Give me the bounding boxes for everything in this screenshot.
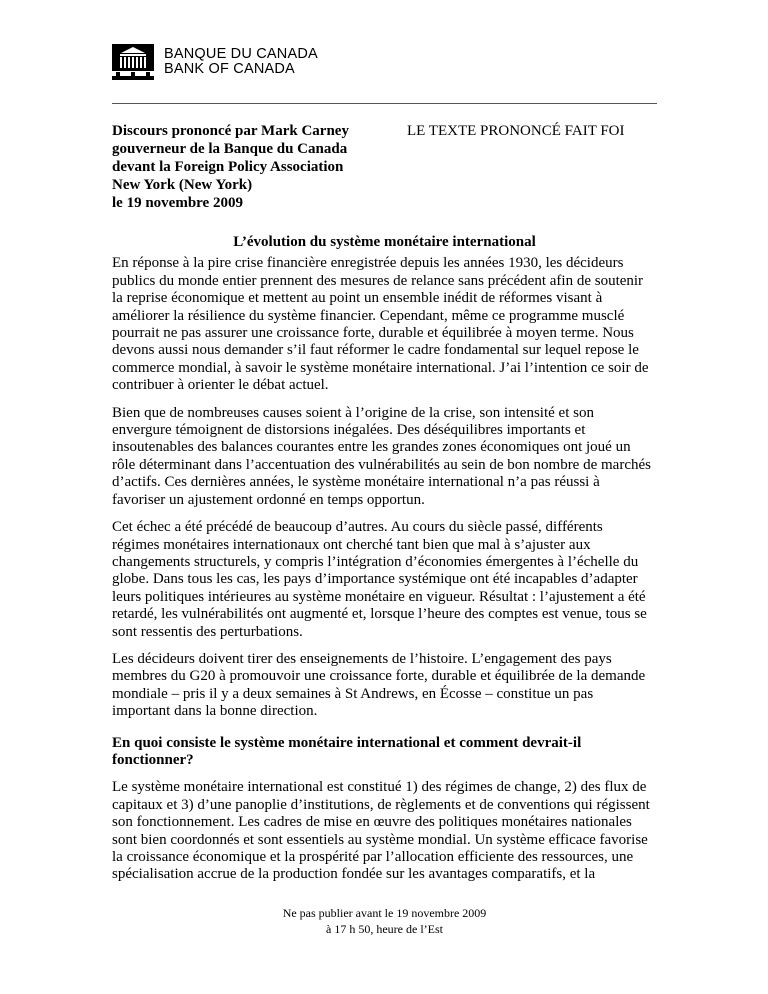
paragraph-line: important dans la bonne direction. [112, 703, 318, 720]
paragraph-line: rôle déterminant dans l’accentuation des vulnérabilités au sein de bon nombre de marchés [112, 456, 651, 473]
paragraph [112, 255, 672, 394]
footer-line: Ne pas publier avant le 19 novembre 2009 [282, 906, 487, 920]
paragraph-line: d’actifs. Ces dernières années, le système monétaire international n’a pas réussi à [112, 474, 600, 491]
speaker-line: New York (New York) [112, 177, 253, 193]
speaker-line: le 19 novembre 2009 [112, 195, 243, 211]
paragraph-line: la reprise économique et mettent au point un ensemble inédit de réformes visant à [112, 290, 603, 307]
embargo-footer [112, 905, 657, 937]
footer-line: à 17 h 50, heure de l’Est [326, 922, 443, 936]
paragraph-line: mondiale – pris il y a deux semaines à St Andrews, en Écosse – constitue un pas [112, 685, 594, 702]
delivery-notice: LE TEXTE PRONONCÉ FAIT FOI [407, 123, 625, 139]
paragraph-line: commerce mondial, à savoir le système monétaire international. J’ai l’intention ce soir de [112, 359, 649, 376]
heading-line: En quoi consiste le système monétaire international et comment devrait-il [112, 734, 582, 751]
paragraph-line: envergure témoignent de distorsions inégalées. Des déséquilibres importants et [112, 422, 586, 439]
paragraph-line: spécialisation accrue de la production fondée sur les avantages comparatifs, et la [112, 866, 596, 883]
paragraph-line: globe. Dans tous les cas, les pays d’importance systémique ont été incapables d’adapter [112, 571, 638, 588]
bank-building-icon [112, 44, 154, 80]
paragraph-line: publics du monde entier prennent des mesures de relance sans précédent afin de soutenir [112, 272, 644, 289]
speaker-line: Discours prononcé par Mark Carney [112, 123, 349, 139]
paragraph-line: devons aussi nous demander s’il faut réformer le cadre fondamental sur lequel repose le [112, 342, 639, 359]
paragraph-line: membres du G20 à promouvoir une croissance forte, durable et équilibrée de la demande [112, 668, 646, 685]
paragraph-line: insoutenables des balances courantes entre les grandes zones économiques ont joué un [112, 439, 631, 456]
section-heading [112, 735, 672, 770]
paragraph-line: Les décideurs doivent tirer des enseignements de l’histoire. L’engagement des pays [112, 650, 612, 667]
paragraph-line: capitaux et 3) d’une panoplie d’institutions, de règlements et de conventions qui régissent [112, 796, 650, 813]
speaker-info [112, 122, 349, 212]
speech-body [112, 234, 672, 894]
paragraph-line: contribuer à orienter le débat actuel. [112, 377, 329, 394]
paragraph-line: leurs politiques intérieures au système monétaire en vigueur. Résultat : l’ajustement a été [112, 588, 646, 605]
logo-text-en: BANK OF CANADA [164, 61, 295, 77]
speech-title: L’évolution du système monétaire international [233, 234, 536, 250]
bank-of-canada-logo [112, 44, 318, 80]
paragraph-line: changements structurels, y compris l’intégration d’économies émergentes à l’échelle du [112, 553, 639, 570]
paragraph-line: Bien que de nombreuses causes soient à l’origine de la crise, son intensité et son [112, 404, 594, 421]
paragraph-line: sont bien coordonnés et sont essentiels au système mondial. Un système efficace favorise [112, 831, 648, 848]
paragraph-line: favoriser un ajustement ordonné en temps opportun. [112, 491, 425, 508]
paragraph-line: améliorer la résilience du système financier. Cependant, même ce programme musclé [112, 307, 625, 324]
logo-text-fr: BANQUE DU CANADA [164, 46, 318, 62]
paragraph-line: régimes monétaires internationaux ont cherché tant bien que mal à s’ajuster aux [112, 536, 591, 553]
paragraph-line: Le système monétaire international est constitué 1) des régimes de change, 2) des flux de [112, 779, 647, 796]
paragraph-line: Cet échec a été précédé de beaucoup d’autres. Au cours du siècle passé, différents [112, 519, 603, 536]
speaker-line: devant la Foreign Policy Association [112, 159, 344, 175]
paragraph [112, 779, 672, 883]
paragraph-line: pourrait ne pas assurer une croissance forte, durable et équilibrée à moyen terme. Nous [112, 325, 634, 342]
paragraph [112, 651, 672, 721]
paragraph-line: sont ressentis des perturbations. [112, 623, 303, 640]
paragraph-line: retardé, les vulnérabilités ont augmenté et, lorsque l’heure des comptes est venue, tous se [112, 606, 647, 623]
header-divider [112, 103, 657, 104]
paragraph [112, 405, 672, 509]
speaker-line: gouverneur de la Banque du Canada [112, 141, 348, 157]
heading-line: fonctionner? [112, 751, 194, 768]
paragraph-line: En réponse à la pire crise financière enregistrée depuis les années 1930, les décideurs [112, 255, 624, 272]
paragraph-line: son fonctionnement. Les cadres de mise en œuvre des politiques monétaires nationales [112, 814, 632, 831]
paragraph [112, 519, 672, 641]
paragraph-line: la croissance économique et la prospérité par l’allocation efficiente des ressources, une [112, 849, 634, 865]
